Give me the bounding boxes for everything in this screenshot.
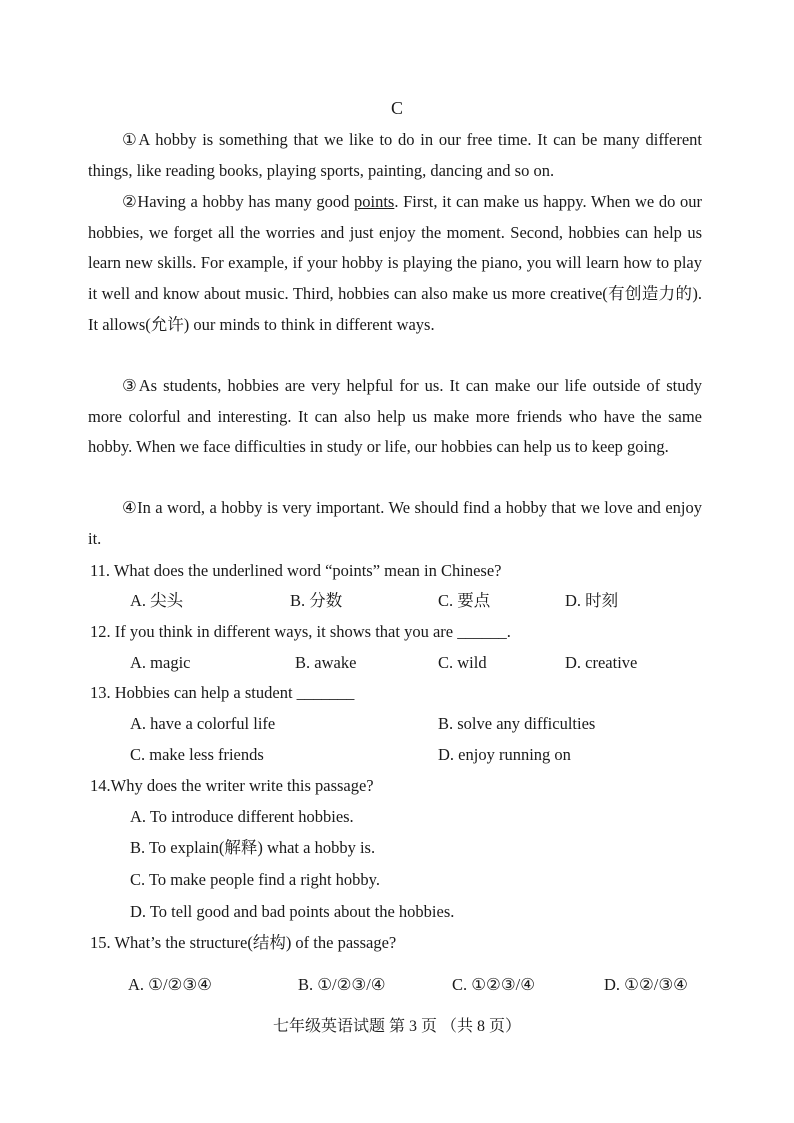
paragraph-2-text-b: . First, it can make us happy. When we do our hobbies, we forget all the worries and just enjoy the moment. Second, hobbies can help us learn new skills. For example, if your hobby is playing the piano, you will learn how to play it well and know about music. Third, hobbies can also make us more creative(有创造力的). It allows(允许) our minds to think in different ways. [88, 192, 702, 334]
q12-option-a: A. magic [130, 653, 191, 672]
q14-option-c: C. To make people find a right hobby. [130, 870, 380, 889]
q11-option-a: A. 尖头 [130, 591, 184, 610]
paragraph-2-text-a: ②Having a hobby has many good [122, 192, 354, 211]
q13-option-a: A. have a colorful life [130, 714, 276, 733]
q13-option-d: D. enjoy running on [438, 745, 571, 764]
paragraph-2 [88, 187, 702, 341]
underlined-word-points: points [354, 192, 395, 211]
section-title: C [390, 98, 403, 118]
q14-option-b: B. To explain(解释) what a hobby is. [130, 838, 376, 857]
q13-option-c: C. make less friends [130, 745, 264, 764]
question-13: 13. Hobbies can help a student _______ [90, 683, 355, 702]
q11-option-b: B. 分数 [290, 591, 343, 610]
q15-option-c: C. ①②③/④ [452, 975, 536, 994]
paragraph-1: ①A hobby is something that we like to do in our free time. It can be many different things, like reading books, playing sports, painting, dancing and so on. [88, 130, 702, 180]
q15-option-a: A. ①/②③④ [128, 975, 212, 994]
q13-option-b: B. solve any difficulties [438, 714, 596, 733]
page-footer: 七年级英语试题 第 3 页 （共 8 页） [272, 1018, 521, 1035]
question-11: 11. What does the underlined word “points” mean in Chinese? [90, 561, 502, 580]
q15-option-d: D. ①②/③④ [604, 975, 688, 994]
paragraph-4: ④In a word, a hobby is very important. We should find a hobby that we love and enjoy it. [88, 498, 702, 548]
q14-option-d: D. To tell good and bad points about the hobbies. [130, 902, 455, 921]
q11-option-d: D. 时刻 [565, 591, 619, 610]
question-15: 15. What’s the structure(结构) of the passage? [90, 933, 397, 952]
q14-option-a: A. To introduce different hobbies. [130, 807, 354, 826]
q12-option-d: D. creative [565, 653, 638, 672]
q15-option-b: B. ①/②③/④ [298, 975, 386, 994]
question-14: 14.Why does the writer write this passage? [90, 776, 374, 795]
question-12: 12. If you think in different ways, it shows that you are ______. [90, 622, 511, 641]
paragraph-3: ③As students, hobbies are very helpful for us. It can make our life outside of study more colorful and interesting. It can also help us make more friends who have the same hobby. When we face difficulties in study or life, our hobbies can help us to keep going. [88, 376, 702, 457]
q11-option-c: C. 要点 [438, 591, 491, 610]
q12-option-b: B. awake [295, 653, 357, 672]
q12-option-c: C. wild [438, 653, 487, 672]
